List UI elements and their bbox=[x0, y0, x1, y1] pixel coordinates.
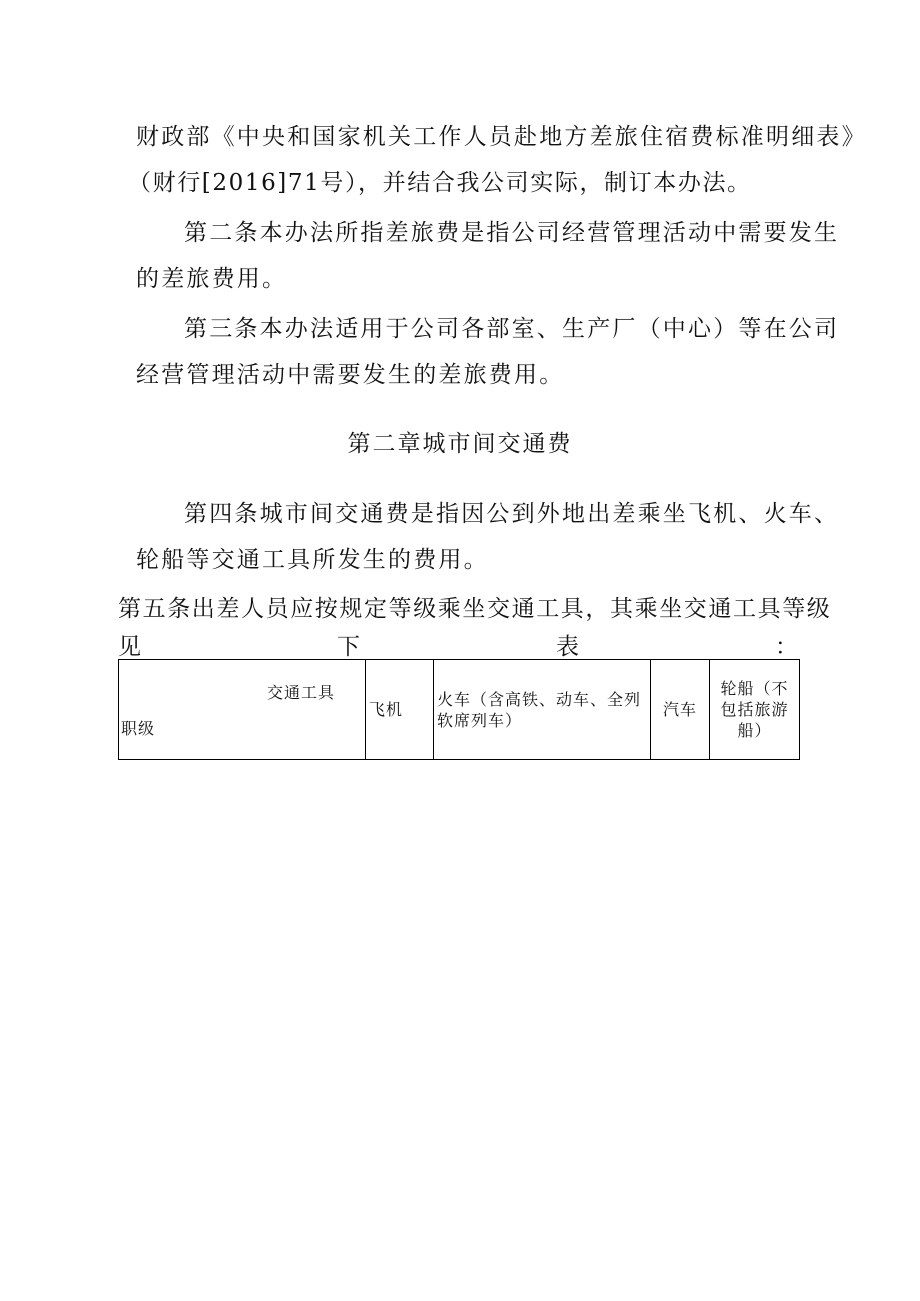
justified-char: 见 bbox=[118, 634, 141, 660]
article-5-line-justified bbox=[118, 628, 798, 661]
transport-level-table bbox=[118, 659, 800, 760]
article-3-line: 经营管理活动中需要发生的差旅费用。 bbox=[136, 362, 565, 388]
justified-char: ： bbox=[775, 634, 798, 660]
header-rank-label: 职级 bbox=[121, 719, 156, 738]
justified-char: 下 bbox=[337, 634, 360, 660]
article-4-line: 轮船等交通工具所发生的费用。 bbox=[136, 547, 489, 573]
article-2-line: 的差旅费用。 bbox=[136, 266, 288, 292]
header-train: 火车（含高铁、动车、全列软席列车） bbox=[434, 660, 651, 760]
justified-char: 表 bbox=[556, 634, 579, 660]
chapter-heading: 第二章城市间交通费 bbox=[347, 431, 573, 457]
header-transport-label: 交通工具 bbox=[266, 683, 335, 702]
table-header-row bbox=[119, 660, 800, 760]
paragraph-line: 财政部《中央和国家机关工作人员赴地方差旅住宿费标准明细表》 bbox=[136, 124, 867, 150]
header-corner-cell bbox=[119, 660, 366, 760]
header-ship: 轮船（不包括旅游船） bbox=[710, 660, 800, 760]
header-car: 汽车 bbox=[651, 660, 710, 760]
article-4-line: 第四条城市间交通费是指因公到外地出差乘坐飞机、火车、 bbox=[184, 501, 840, 527]
article-3-line: 第三条本办法适用于公司各部室、生产厂（中心）等在公司 bbox=[184, 316, 840, 342]
header-plane: 飞机 bbox=[366, 660, 434, 760]
article-5-line: 第五条出差人员应按规定等级乘坐交通工具，其乘坐交通工具等级 bbox=[118, 596, 832, 622]
paragraph-line: （财行[2016]71号），并结合我公司实际，制订本办法。 bbox=[128, 170, 752, 196]
article-2-line: 第二条本办法所指差旅费是指公司经营管理活动中需要发生 bbox=[184, 220, 840, 246]
